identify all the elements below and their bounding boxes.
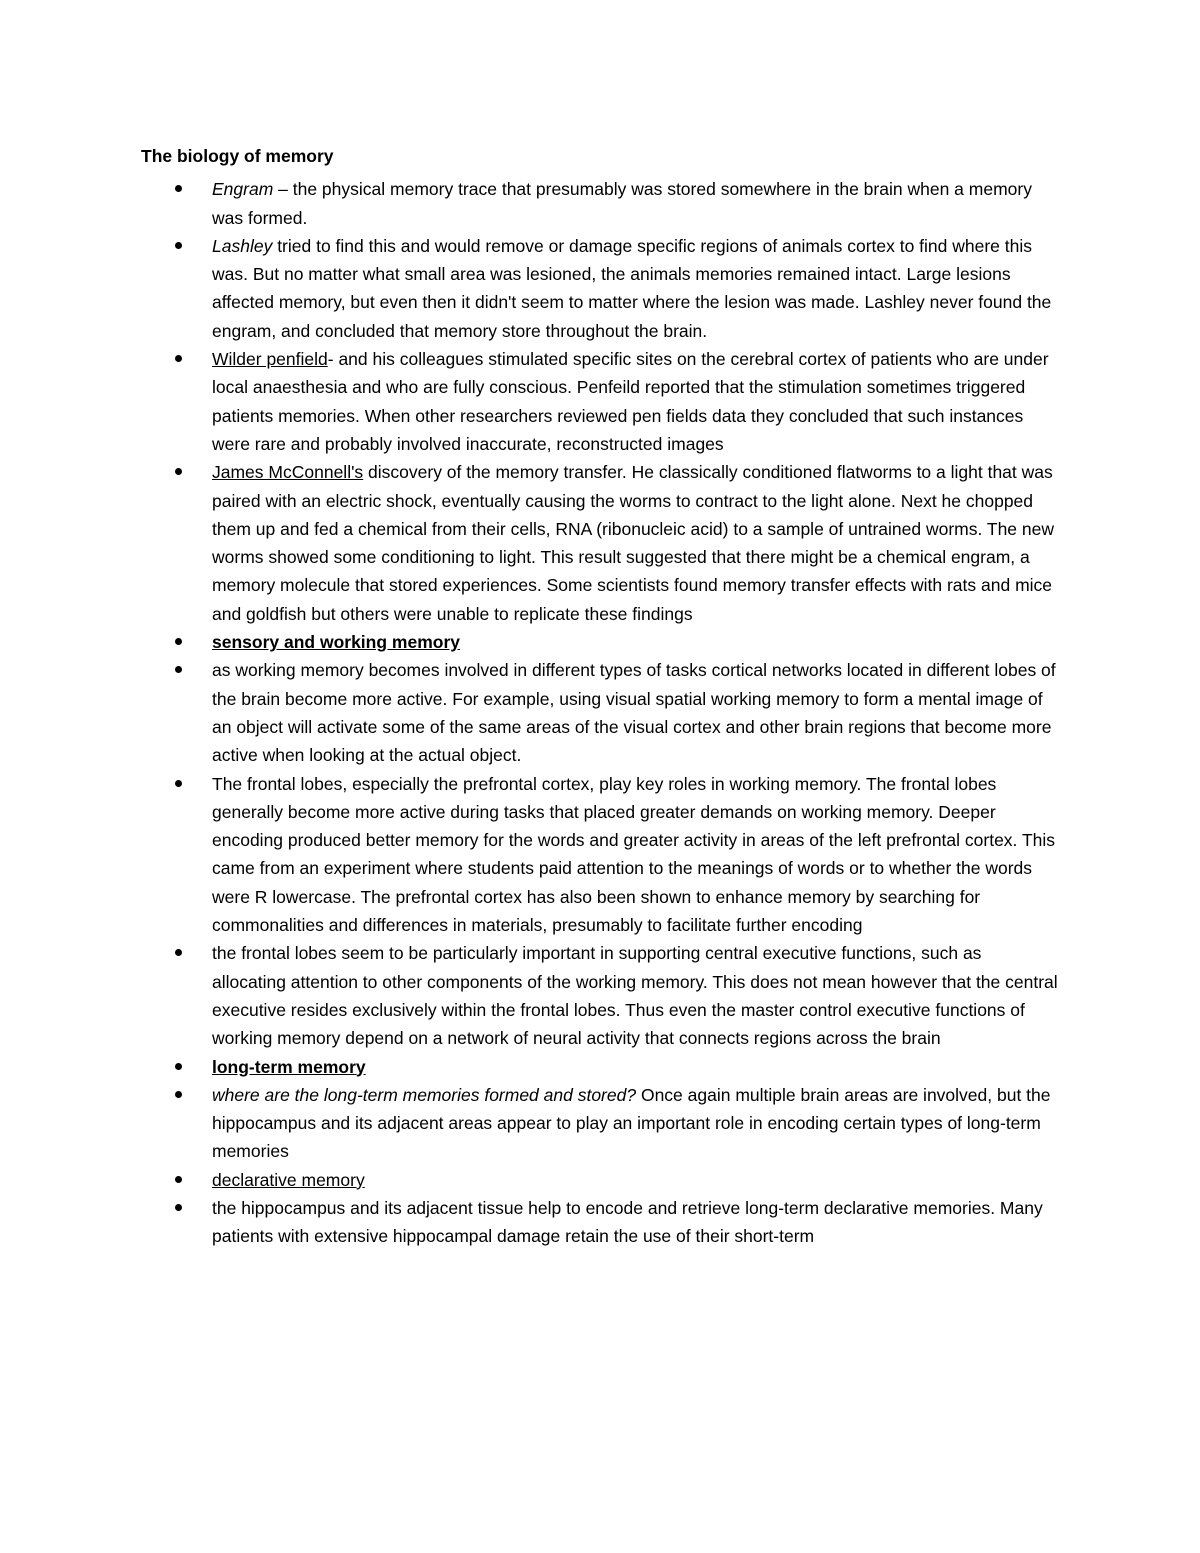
list-item (141, 345, 1060, 458)
bullet-list (141, 175, 1060, 1250)
section-heading-sensory-working-memory: sensory and working memory (212, 632, 460, 653)
section-heading-long-term-memory: long-term memory (212, 1056, 366, 1077)
item-text: discovery of the memory transfer. He classically conditioned flatworms to a light that was paired with an electric shock, eventually causing the worms to contract to the light alone. Next he chopped them up and fed a chemical from their cells, RNA (ribonucleic acid) to a sample of untrained worms. The new worms showed some conditioning to light. This result suggested that there might be a chemical engram, a memory molecule that stored experiences. Some scientists found memory transfer effects with rats and mice and goldfish but others were unable to replicate these findings (212, 462, 1055, 624)
list-item (141, 458, 1060, 628)
term-engram: Engram (212, 179, 274, 200)
item-text: – the physical memory trace that presumably was stored somewhere in the brain when a memory was formed. (212, 179, 1032, 228)
list-item (141, 939, 1060, 1052)
list-item (141, 1053, 1060, 1081)
item-text: Once again multiple brain areas are involved, but the hippocampus and its adjacent areas appear to play an important role in encoding certain types of long-term memories (212, 1084, 1051, 1162)
document-title: The biology of memory (141, 146, 334, 166)
item-text: the hippocampus and its adjacent tissue help to encode and retrieve long-term declarative memories. Many patients with extensive hippocampal damage retain the use of their short-term (212, 1197, 1043, 1247)
item-text: The frontal lobes, especially the prefrontal cortex, play key roles in working memory. The frontal lobes generally become more active during tasks that placed greater demands on working memory. Deeper encoding produced better memory for the words and greater activity in areas of the left prefrontal cortex. This came from an experiment where students paid attention to the meanings of words or to whether the words were R lowercase. The prefrontal cortex has also been shown to enhance memory by searching for commonalities and differences in materials, presumably to facilitate further encoding (212, 773, 1056, 936)
item-text: the frontal lobes seem to be particularly important in supporting central executive functions, such as allocating attention to other components of the working memory. This does not mean however that the central executive resides exclusively within the frontal lobes. Thus even the master control executive functions of working memory depend on a network of neural activity that connects regions across the brain (212, 943, 1058, 1049)
item-text: as working memory becomes involved in different types of tasks cortical networks located in different lobes of the brain become more active. For example, using visual spatial working memory to form a mental image of an object will activate some of the same areas of the visual cortex and other brain regions that become more active when looking at the actual object. (212, 660, 1056, 766)
list-item (141, 1166, 1060, 1194)
list-item (141, 1194, 1060, 1251)
term-lashley: Lashley (212, 235, 273, 256)
list-item (141, 232, 1060, 345)
question-long-term-memories: where are the long-term memories formed and stored? (212, 1084, 637, 1105)
list-item (141, 628, 1060, 656)
term-james-mcconnell: James McConnell's (212, 462, 364, 483)
term-wilder-penfield: Wilder penfield (212, 349, 328, 370)
item-text: - and his colleagues stimulated specific sites on the cerebral cortex of patients who are under local anaesthesia and who are fully conscious. Penfeild reported that the stimulation sometimes triggered patients memories. When other researchers reviewed pen fields data they concluded that such instances were rare and probably involved inaccurate, reconstructed images (212, 349, 1049, 454)
item-text: tried to find this and would remove or damage specific regions of animals cortex to find where this was. But no matter what small area was lesioned, the animals memories remained intact. Large lesions affected memory, but even then it didn't seem to matter where the lesion was made. Lashley never found the engram, and concluded that memory store throughout the brain. (212, 235, 1052, 341)
list-item (141, 175, 1060, 232)
list-item (141, 656, 1060, 769)
subheading-declarative-memory: declarative memory (212, 1169, 365, 1190)
list-item (141, 1081, 1060, 1166)
list-item (141, 770, 1060, 940)
